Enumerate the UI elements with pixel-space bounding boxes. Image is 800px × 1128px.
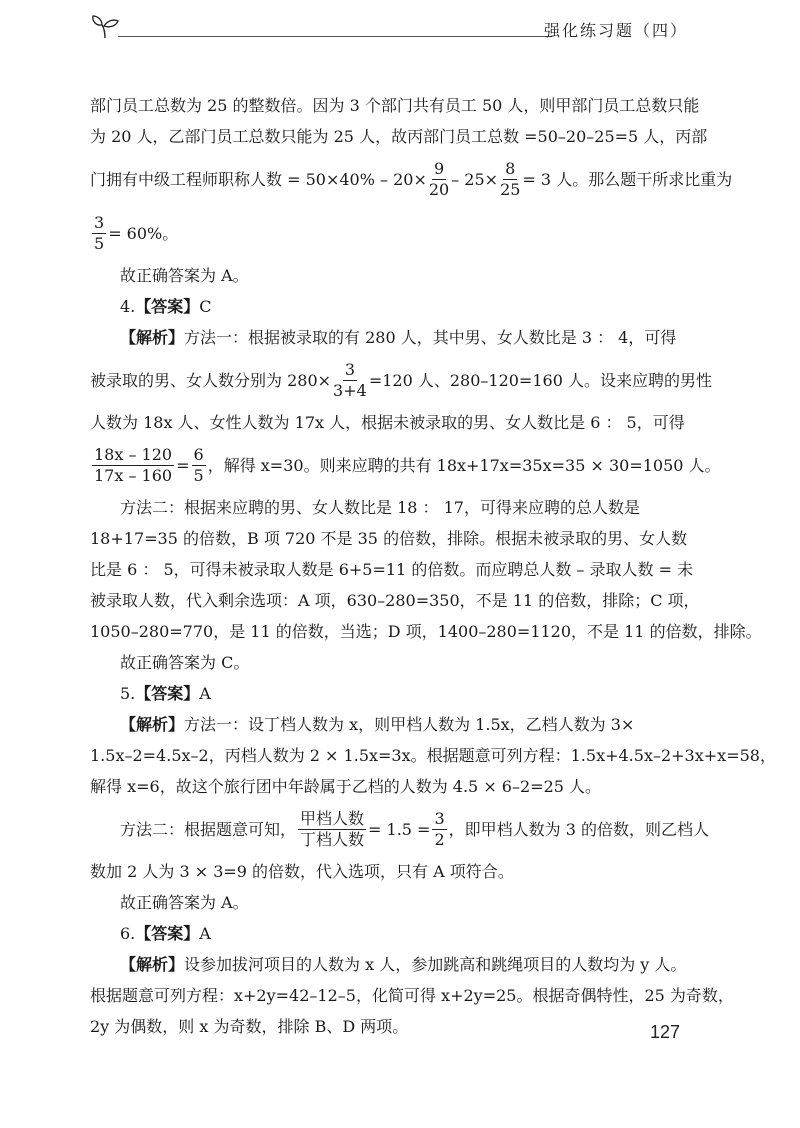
fraction: $\frac{18x - 120}{17x - 160}$	[94, 444, 173, 485]
text-line: 1050–280=770，是 11 的倍数，当选；D 项，1400–280=1120，不是 11 的倍数，排除。	[90, 622, 762, 641]
fraction: $\frac{3}{5}$	[94, 212, 105, 253]
answer-label: 【答案】	[135, 684, 200, 703]
fraction: $\frac{3}{2}$	[434, 808, 445, 849]
text-line: 人数为 18x 人、女性人数为 17x 人，根据未被录取的男、女人数比是 6 ： 5，可得	[90, 413, 685, 432]
header-rule	[118, 36, 552, 37]
sprout-icon	[90, 12, 120, 42]
fraction: $\frac{\text{甲档人数}}{\text{丁档人数}}$	[300, 808, 365, 849]
text-line: 为 20 人，乙部门员工总数只能为 25 人，故丙部门员工总数 =50–20–25=5 人，丙部	[90, 127, 708, 146]
fraction: $\frac{6}{5}$	[193, 444, 204, 485]
analysis-line: 【解析】方法一：设丁档人数为 x，则甲档人数为 1.5x，乙档人数为 3×	[120, 715, 635, 734]
analysis-label: 【解析】	[120, 328, 185, 347]
analysis-line: 【解析】设参加拔河项目的人数为 x 人，参加跳高和跳绳项目的人数均为 y 人。	[120, 955, 687, 974]
page-header	[0, 0, 800, 60]
page-content	[90, 90, 776, 1042]
text-line: 部门员工总数为 25 的整数倍。因为 3 个部门共有员工 50 人，则甲部门员工总数只能	[90, 96, 700, 115]
fraction: $\frac{3}{3+4}$	[333, 359, 367, 400]
conclusion: 故正确答案为 C。	[120, 653, 250, 672]
analysis-label: 【解析】	[120, 955, 185, 974]
text-line: 数加 2 人为 3 × 3=9 的倍数，代入选项，只有 A 项符合。	[90, 862, 514, 881]
text-line: 1.5x–2=4.5x–2，丙档人数为 2 × 1.5x=3x。根据题意可列方程：1.5x+4.5x–2+3x+x=58，	[90, 746, 776, 765]
answer-line: 6.【答案】A	[120, 924, 211, 943]
analysis-label: 【解析】	[120, 715, 185, 734]
text-line: 被录取人数，代入剩余选项：A 项，630–280=350，不是 11 的倍数，排除；C 项，	[90, 591, 700, 610]
answer-line: 4.【答案】C	[120, 297, 212, 316]
answer-value: C	[199, 297, 212, 316]
header-title: 强化练习题（四）	[543, 21, 688, 40]
analysis-line: 【解析】方法一：根据被录取的有 280 人，其中男、女人数比是 3 ： 4，可得	[120, 328, 677, 347]
answer-label: 【答案】	[135, 297, 200, 316]
formula-line: $\frac{18x - 120}{17x - 160}$ = $\frac{6}{5}$ ，解得 x=30。则来应聘的共有 18x+17x=35x=35 × 30=1050 人。	[94, 444, 721, 485]
formula-line: 方法二：根据题意可知， $\frac{\text{甲档人数}}{\text{丁档人数}}$ = 1.5 = $\frac{3}{2}$ ，即甲档人数为 3 的倍数，则乙档人	[120, 808, 710, 849]
answer-value: A	[199, 924, 211, 943]
formula-line: $\frac{3}{5}$ = 60%。	[94, 212, 179, 253]
text-line: 解得 x=6，故这个旅行团中年龄属于乙档的人数为 4.5 × 6–2=25 人。	[90, 777, 602, 796]
answer-line: 5.【答案】A	[120, 684, 211, 703]
text-line: 2y 为偶数，则 x 为奇数，排除 B、D 两项。	[90, 1017, 409, 1036]
text-line: 18+17=35 的倍数，B 项 720 不是 35 的倍数，排除。根据未被录取的男、女人数	[90, 529, 688, 548]
text-line: 方法二：根据来应聘的男、女人数比是 18 ： 17，可得来应聘的总人数是	[120, 498, 640, 517]
text-line: 比是 6 ： 5，可得未被录取人数是 6+5=11 的倍数。而应聘总人数 – 录取人数 = 未	[90, 560, 694, 579]
answer-label: 【答案】	[135, 924, 200, 943]
formula-line: 被录取的男、女人数分别为 280× $\frac{3}{3+4}$ =120 人、280–120=160 人。设来应聘的男性	[90, 359, 712, 400]
formula-line: 门拥有中级工程师职称人数 = 50×40% – 20× $\frac{9}{20}$ – 25× $\frac{8}{25}$ = 3 人。那么题干所求比重为	[90, 158, 733, 199]
fraction: $\frac{9}{20}$	[428, 158, 450, 199]
answer-value: A	[199, 684, 211, 703]
text-line: 根据题意可列方程：x+2y=42–12–5，化简可得 x+2y=25。根据奇偶特性，25 为奇数，	[90, 986, 734, 1005]
fraction: $\frac{8}{25}$	[500, 158, 521, 199]
conclusion: 故正确答案为 A。	[120, 893, 249, 912]
page-number: 127	[649, 1022, 680, 1042]
conclusion: 故正确答案为 A。	[120, 266, 249, 285]
